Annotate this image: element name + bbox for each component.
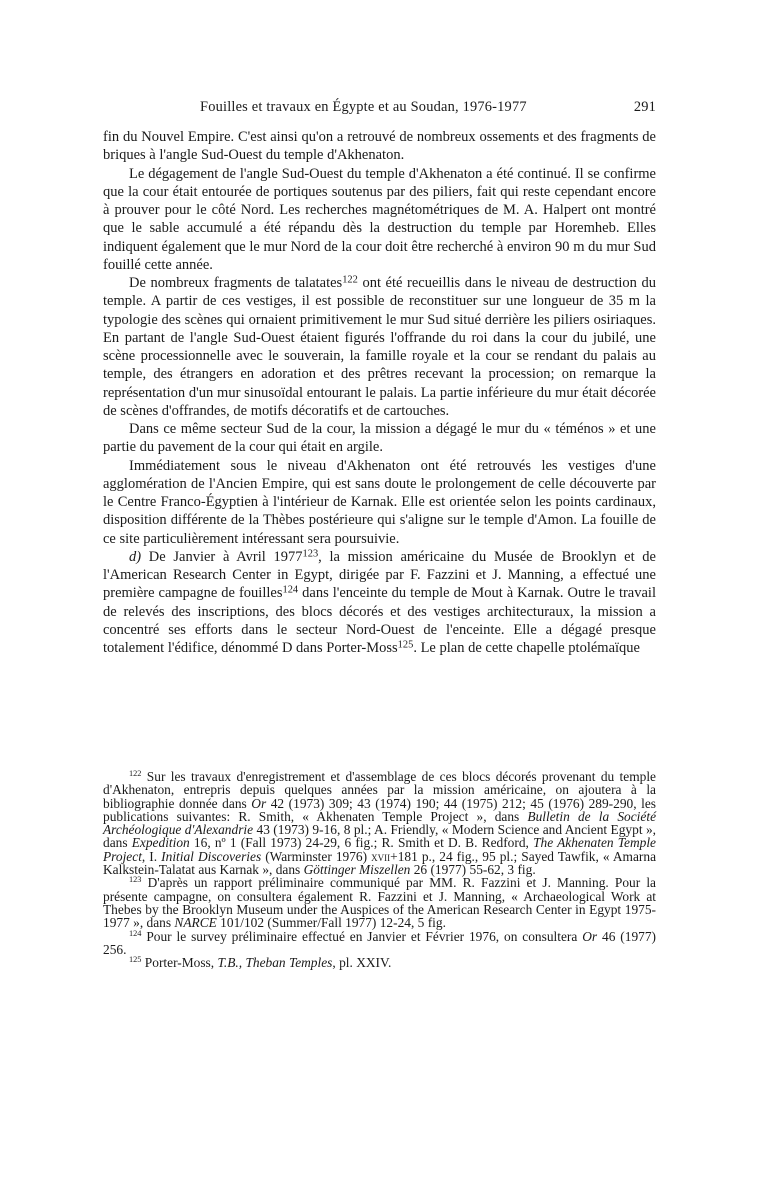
journal-title: Bulletin de la Société Archéologique d'Alexandrie	[103, 808, 657, 838]
text-run: . Le plan de cette chapelle ptolémaïque	[413, 640, 640, 656]
paragraph: fin du Nouvel Empire. C'est ainsi qu'on a retrouvé de nombreux ossements et des fragments de briques à l'angle Sud-Ouest du temple d'Akhenaton.	[103, 129, 656, 164]
journal-title: NARCE	[174, 915, 217, 931]
footnote-125	[103, 956, 656, 969]
list-label: d)	[129, 548, 142, 565]
page-number: 291	[633, 99, 656, 115]
footnote-123	[103, 876, 656, 929]
text-run: (Warminster 1976)	[261, 848, 372, 864]
text-run: 26 (1977) 55-62, 3 fig.	[410, 862, 536, 878]
footnote-122	[103, 770, 656, 876]
text-run: , I.	[141, 848, 162, 864]
paragraph: Le dégagement de l'angle Sud-Ouest du temple d'Akhenaton a été continué. Il se confirme que la cour était entourée de portiques soutenus par des piliers, fait qui reste cependant encore à prouver pour le côté Nord. Les recherches magnétométriques de M. A. Halpert ont montré que le sable accumulé a été répandu dès la destruction du temple par Horemheb. Elles indiquent également que le mur Nord de la cour doit être recherché à environ 90 m du mur Sud fouillé cette année.	[103, 165, 656, 273]
paragraph	[103, 548, 656, 658]
footnote-reference[interactable]: 123	[302, 548, 319, 560]
journal-abbrev: Or	[582, 928, 598, 944]
journal-abbrev: Or	[251, 795, 267, 811]
footnote-number: 124	[129, 928, 142, 938]
running-title: Fouilles et travaux en Égypte et au Soudan, 1976-1977	[200, 99, 527, 115]
footnote-number: 122	[129, 769, 142, 779]
footnote-reference[interactable]: 124	[282, 584, 299, 596]
book-title: The Akhenaten Temple Project	[103, 835, 656, 864]
text-run: 16, nº 1 (Fall 1973) 24-29, 6 fig.; R. Smith et D. B. Redford,	[189, 835, 534, 851]
paragraph: Dans ce même secteur Sud de la cour, la mission a dégagé le mur du « téménos » et une partie du pavement de la cour qui était en argile.	[103, 421, 656, 456]
footnote-reference[interactable]: 122	[342, 274, 358, 286]
text-run: 42 (1973) 309; 43 (1974) 190; 44 (1975) 212; 45 (1976) 289-290, les publications suivantes: R. Smith, « Akhenaten Temple Project », dans	[103, 795, 657, 824]
main-text	[103, 128, 656, 657]
footnotes	[103, 770, 656, 969]
paragraph	[103, 274, 656, 420]
text-run: 43 (1973) 9-16, 8 pl.; A. Friendly, « Modern Science and Ancient Egypt », dans	[103, 822, 656, 851]
text-run: De Janvier à Avril 1977	[141, 548, 303, 565]
text-run: , la mission américaine du Musée de Brooklyn et de l'American Research Center in Egypt, dirigée par F. Fazzini et J. Manning, a effectué une première campagne de fouilles	[103, 548, 656, 602]
footnote-124	[103, 930, 656, 957]
text-run: Sur les travaux d'enregistrement et d'assemblage de ces blocs décorés provenant du temple d'Akhenaton, entrepris depuis quelques années par la mission américaine, on ajoutera à la bibliographie donnée dans	[103, 769, 656, 811]
footnote-reference[interactable]: 125	[397, 639, 414, 651]
book-title: Initial Discoveries	[161, 848, 262, 864]
journal-title: Expedition	[131, 835, 190, 851]
text-run: Porter-Moss,	[141, 955, 218, 971]
paragraph: Immédiatement sous le niveau d'Akhenaton ont été retrouvés les vestiges d'une agglomération de l'Ancien Empire, qui est sans doute le prolongement de celle découverte par le Centre Franco-Égyptien à l'intérieur de Karnak. Elle est orientée selon les points cardinaux, disposition différente de la Thèbes postérieure qui s'aligne sur le temple d'Amon. La fouille de ce site particulièrement intéressant sera poursuivie.	[103, 457, 656, 547]
footnote-number: 125	[129, 955, 142, 965]
text-run: De nombreux fragments de talatates	[129, 275, 343, 291]
text-run: 101/102 (Summer/Fall 1977) 12-24, 5 fig.	[216, 915, 446, 931]
text-run: ont été recueillis dans le niveau de destruction du temple. A partir de ces vestiges, il est possible de reconstituer sur une longueur de 35 m la typologie des scènes qui ornaient primitivement le mur Sud situé derrière les piliers osiriaques. En partant de l'angle Sud-Ouest étaient figurés l'offrande du roi dans la cour du jubilé, une scène processionnelle avec le souverain, la famille royale et la cour se rendant du palais au temple, des étrangers en adoration et des prêtres recevant la procession; on remarque la représentation d'un mur sinusoïdal entourant le palais. La partie inférieure du mur était décorée de scènes d'offrandes, de motifs décoratifs et de cartouches.	[103, 275, 656, 419]
text-run: +181 p., 24 fig., 95 pl.; Sayed Tawfik, « Amarna Kalkstein-Talatat aus Karnak », dans	[103, 848, 657, 878]
journal-title: Göttinger Miszellen	[303, 862, 411, 878]
text-run: D'après un rapport préliminaire communiqué par MM. R. Fazzini et J. Manning. Pour la présente campagne, on consultera également R. Fazzini et J. Manning, « Archaeological Work at Thebes by the Brooklyn Museum under the Auspices of the American Research Center in Egypt 1975-1977 », dans	[103, 875, 656, 931]
page-header	[100, 99, 656, 119]
text-run: , pl. XXIV.	[332, 955, 392, 971]
book-title: T.B., Theban Temples	[217, 955, 333, 971]
footnote-number: 123	[129, 875, 142, 885]
text-run: dans l'enceinte du temple de Mout à Karnak. Outre le travail de relevés des inscriptions, des blocs décorés et des vestiges architecturaux, la mission a concentré ses efforts dans le secteur Nord-Ouest de l'enceinte. Elle a dégagé presque totalement l'édifice, dénommé D dans Porter-Moss	[103, 585, 656, 656]
text-run: Pour le survey préliminaire effectué en Janvier et Février 1976, on consultera	[141, 928, 583, 944]
text-run: 46 (1977) 256.	[103, 928, 656, 957]
roman-numeral: xvii	[371, 848, 391, 864]
